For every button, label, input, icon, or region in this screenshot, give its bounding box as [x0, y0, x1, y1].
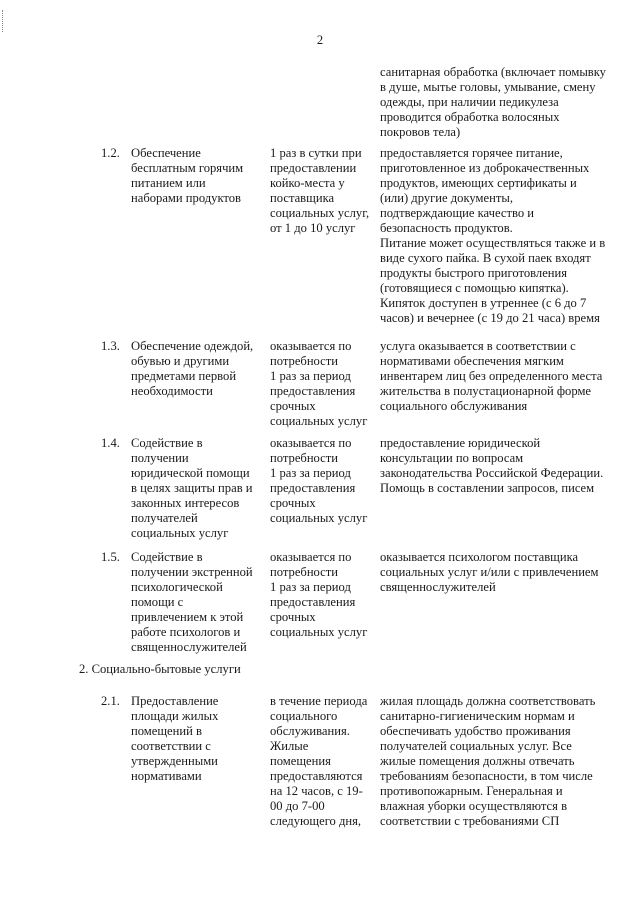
service-number: 2.1.: [101, 694, 120, 708]
service-frequency: 1 раз в сутки при предоставлении койко-места у поставщика социальных услуг, от 1 до 10 услуг: [270, 146, 370, 235]
service-frequency: оказывается по потребности 1 раз за период предоставления срочных социальных услуг: [270, 550, 368, 639]
service-description: санитарная обработка (включает помывку в душе, мытье головы, умывание, смену одежды, при наличии педикулеза проводится обработка волосяных покровов тела): [380, 65, 606, 139]
service-description: предоставление юридической консультации по вопросам законодательства Российской Федерации. Помощь в составлении запросов, писем: [380, 436, 604, 495]
service-frequency: оказывается по потребности 1 раз за период предоставления срочных социальных услуг: [270, 436, 368, 525]
service-number: 1.3.: [101, 339, 120, 353]
service-description: предоставляется горячее питание, приготовленное из доброкачественных продуктов, имеющих сертификаты и (или) другие документы, подтверждающие качество и безопасность продуктов. Питание может осуществляться также и в виде сухого пайка. В сухой паек входят продукты быстрого приготовления (готовящиеся с помощью кипятка). Кипяток доступен в утреннее (с 6 до 7 часов) и вечернее (с 19 до 21 часа) время: [380, 146, 606, 325]
service-description: жилая площадь должна соответствовать санитарно-гигиеническим нормам и обеспечивать удобство проживания получателей социальных услуг. Все жилые помещения должны отвечать требованиям безопасности, в том числе противопожарным. Генеральная и влажная уборки осуществляются в соответствии с требованиями СП: [380, 694, 596, 828]
service-number: 1.4.: [101, 436, 120, 450]
service-number: 1.2.: [101, 146, 120, 160]
service-description: оказывается психологом поставщика социальных услуг и/или с привлечением священнослужителей: [380, 550, 599, 594]
service-number: 1.5.: [101, 550, 120, 564]
service-name: Обеспечение одеждой, обувью и другими предметами первой необходимости: [131, 339, 254, 398]
service-frequency: в течение периода социального обслуживания. Жилые помещения предоставляются на 12 часов, с 19- 00 до 7-00 следующего дня,: [270, 694, 368, 828]
service-name: Предоставление площади жилых помещений в соответствии с утвержденными нормативами: [131, 694, 219, 783]
service-frequency: оказывается по потребности 1 раз за период предоставления срочных социальных услуг: [270, 339, 368, 428]
service-description: услуга оказывается в соответствии с нормативами обеспечения мягким инвентарем лиц без определенного места жительства в полустационарной форме социального обслуживания: [380, 339, 603, 413]
service-name: Содействие в получении экстренной психологической помощи с привлечением к этой работе психологов и священнослужителей: [131, 550, 253, 654]
page-number: 2: [316, 33, 324, 47]
service-name: Обеспечение бесплатным горячим питанием или наборами продуктов: [131, 146, 244, 205]
margin-marker: [2, 10, 4, 32]
service-name: Содействие в получении юридической помощи в целях защиты прав и законных интересов получателей социальных услуг: [131, 436, 253, 540]
section-heading: 2. Социально-бытовые услуги: [79, 662, 241, 676]
